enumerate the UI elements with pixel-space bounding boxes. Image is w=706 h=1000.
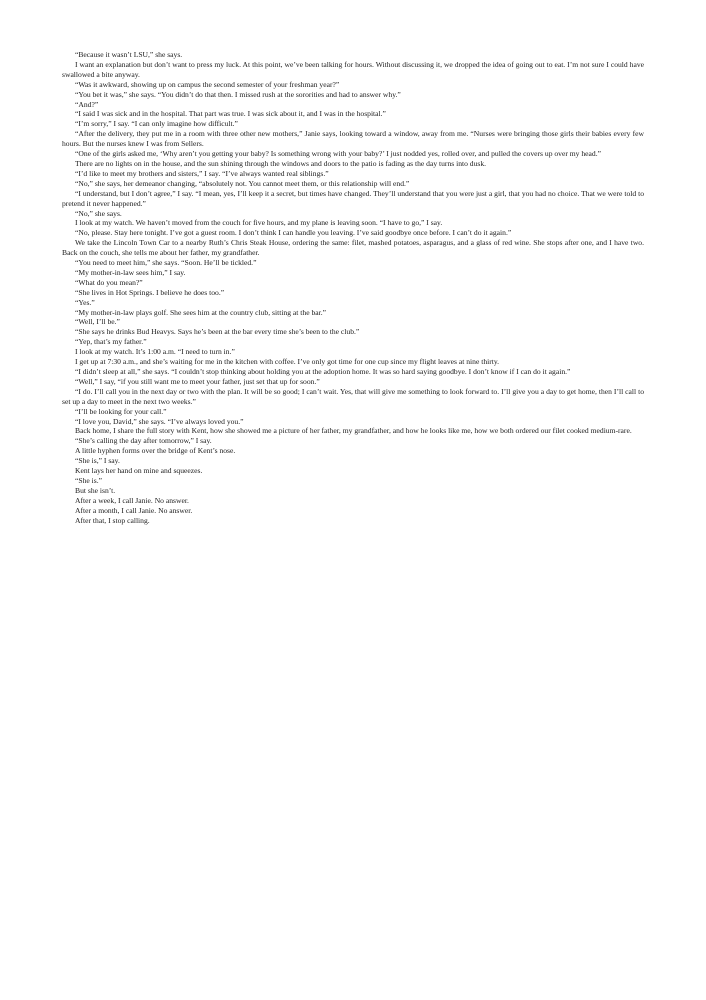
- paragraph: “I understand, but I don’t agree,” I say. “I mean, yes, I’ll keep it a secret, but times have changed. They’ll understand that you were just a girl, that you had no choice. That we were told to pretend it never happened.”: [62, 188, 644, 208]
- paragraph: “No,” she says, her demeanor changing, “absolutely not. You cannot meet them, or this relationship will end.”: [75, 178, 410, 188]
- paragraph: “Well, I’ll be.”: [75, 317, 120, 327]
- paragraph: “She is,” I say.: [75, 456, 120, 466]
- paragraph: I get up at 7:30 a.m., and she’s waiting for me in the kitchen with coffee. I’ve only got time for one cup since my flight leaves at nine thirty.: [75, 357, 500, 367]
- paragraph: “Well,” I say, “if you still want me to meet your father, just set that up for soon.”: [75, 376, 320, 386]
- paragraph: “I didn’t sleep at all,” she says. “I couldn’t stop thinking about holding you at the adoption home. It was so hard saying goodbye. I don’t know if I can do it again.”: [75, 367, 571, 376]
- paragraph: “Was it awkward, showing up on campus the second semester of your freshman year?”: [75, 79, 340, 89]
- paragraph: We take the Lincoln Town Car to a nearby Ruth’s Chris Steak House, ordering the same: filet, mashed potatoes, asparagus, and a glass of red wine. She stops after one, and I have two. Back on the couch, she tells me about her father, my grandfather.: [62, 238, 644, 258]
- paragraph: I want an explanation but don’t want to press my luck. At this point, we’ve been talking for hours. Without discussing it, we dropped the idea of going out to eat. I’m not sure I could have swallowed a bite anyway.: [62, 59, 644, 79]
- paragraph: “I’d like to meet my brothers and sisters,” I say. “I’ve always wanted real siblings.”: [75, 168, 329, 178]
- paragraph: “One of the girls asked me, ‘Why aren’t you getting your baby? Is something wrong with your baby?’ I just nodded yes, rolled over, and pulled the covers up over my head.”: [75, 149, 601, 159]
- paragraph: I look at my watch. It’s 1:00 a.m. “I need to turn in.”: [75, 347, 235, 357]
- paragraph: Back home, I share the full story with Kent, how she showed me a picture of her father, my grandfather, and how he looks like me, how we both ordered our filet cooked medium-rare.: [75, 426, 632, 436]
- paragraph: “My mother-in-law sees him,” I say.: [75, 267, 186, 277]
- paragraph: Kent lays her hand on mine and squeezes.: [75, 466, 203, 476]
- paragraph: I look at my watch. We haven’t moved from the couch for five hours, and my plane is leaving soon. “I have to go,” I say.: [75, 218, 443, 228]
- paragraph: “She says he drinks Bud Heavys. Says he’s been at the bar every time she’s been to the club.”: [75, 327, 360, 337]
- paragraph: “Because it wasn’t LSU,” she says.: [75, 50, 183, 59]
- document-page: [62, 50, 644, 526]
- paragraph: “I do. I’ll call you in the next day or two with the plan. It will be so good; I can’t wait. Yes, that will give me something to look forward to. I’ll give you a day to get home, then I’ll call to set up a day to meet in the next two weeks.”: [62, 386, 644, 406]
- paragraph: “She’s calling the day after tomorrow,” I say.: [75, 436, 212, 446]
- paragraph: “No, please. Stay here tonight. I’ve got a guest room. I don’t think I can handle you leaving. I’ve said goodbye once before. I can’t do it again.”: [75, 228, 512, 238]
- paragraph: “After the delivery, they put me in a room with three other new mothers,” Janie says, looking toward a window, away from me. “Nurses were bringing those girls their babies every few hours. But the nurses knew I was from Sellers.: [62, 129, 644, 149]
- paragraph: “You bet it was,” she says. “You didn’t do that then. I missed rush at the sororities and had to answer why.”: [75, 89, 401, 99]
- paragraph: “I said I was sick and in the hospital. That part was true. I was sick about it, and I was in the hospital.”: [75, 109, 386, 119]
- paragraph: After a month, I call Janie. No answer.: [75, 505, 193, 515]
- paragraph: After that, I stop calling.: [75, 515, 150, 525]
- paragraph: “Yes.”: [75, 297, 95, 307]
- paragraph: “Yep, that’s my father.”: [75, 337, 147, 347]
- paragraph: There are no lights on in the house, and the sun shining through the windows and doors to the patio is fading as the day turns into dusk.: [75, 158, 487, 168]
- paragraph: But she isn’t.: [75, 485, 116, 495]
- paragraph: “You need to meet him,” she says. “Soon. He’ll be tickled.”: [75, 258, 257, 268]
- paragraph: After a week, I call Janie. No answer.: [75, 495, 189, 505]
- paragraph: “I love you, David,” she says. “I’ve always loved you.”: [75, 416, 244, 426]
- paragraph: “No,” she says.: [75, 208, 122, 218]
- paragraph: A little hyphen forms over the bridge of Kent’s nose.: [75, 446, 236, 456]
- paragraph: “She is.”: [75, 475, 102, 485]
- paragraph: “She lives in Hot Springs. I believe he does too.”: [75, 287, 225, 297]
- paragraph: “I’m sorry,” I say. “I can only imagine how difficult.”: [75, 119, 238, 129]
- paragraph: “And?”: [75, 99, 99, 109]
- paragraph: “I’ll be looking for your call.”: [75, 406, 167, 416]
- paragraph: “My mother-in-law plays golf. She sees him at the country club, sitting at the bar.”: [75, 307, 327, 317]
- paragraph: “What do you mean?”: [75, 277, 143, 287]
